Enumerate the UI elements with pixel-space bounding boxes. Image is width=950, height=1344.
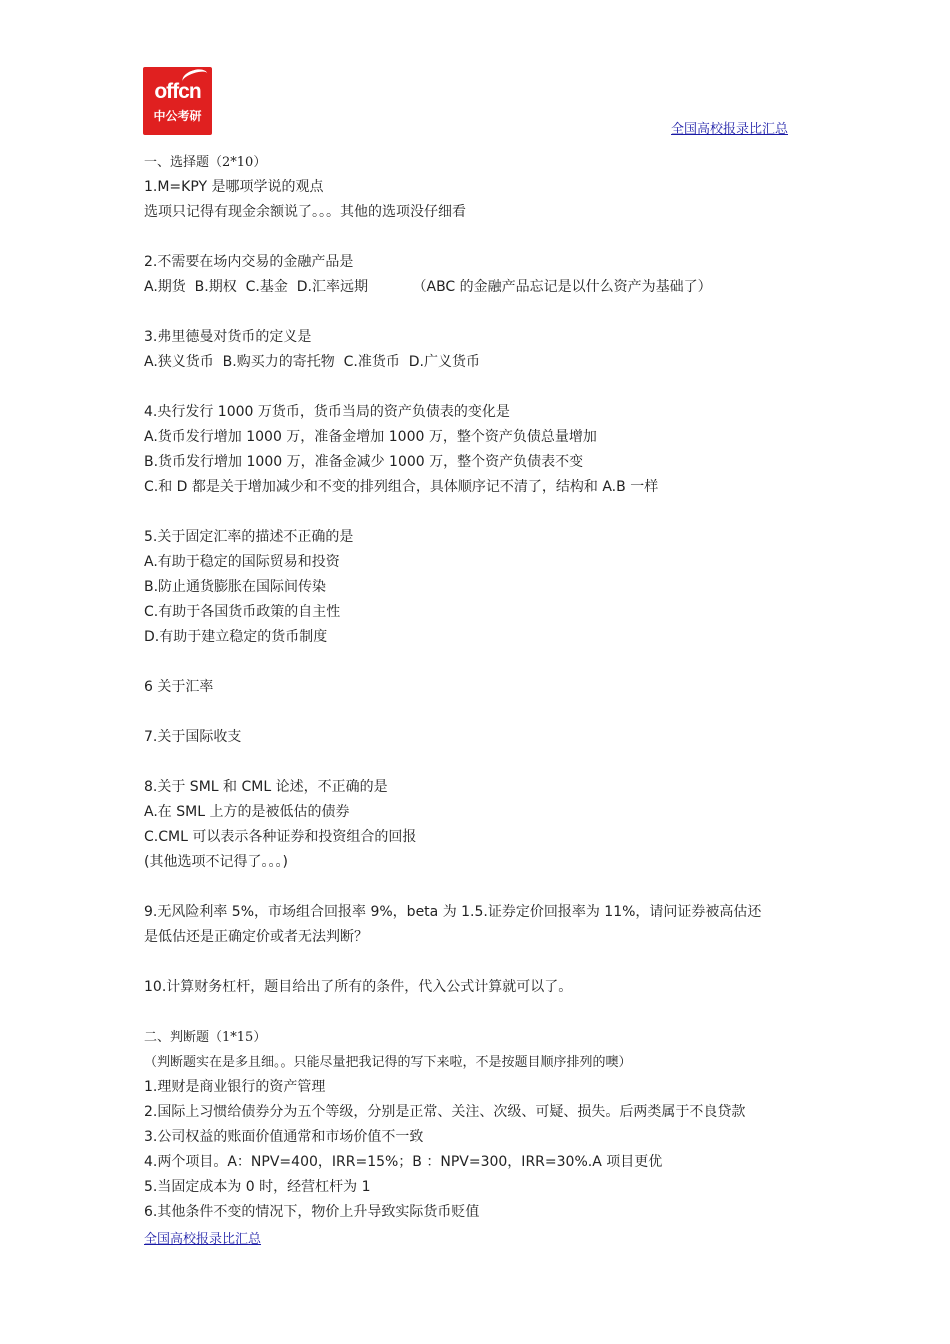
question-7-stem: 7.关于国际收支 bbox=[144, 729, 242, 745]
question-6-stem: 6 关于汇率 bbox=[144, 679, 214, 695]
question-5-option-c: C.有助于各国货币政策的自主性 bbox=[144, 604, 341, 620]
offcn-logo bbox=[143, 67, 212, 135]
section-note: （判断题实在是多且细。。只能尽量把我记得的写下来啦，不是按题目顺序排列的噢） bbox=[144, 1055, 632, 1070]
question-8-option-c: C.CML 可以表示各种证券和投资组合的回报 bbox=[144, 829, 417, 845]
question-5-option-d: D.有助于建立稳定的货币制度 bbox=[144, 629, 328, 645]
question-4-option-cd: C.和 D 都是关于增加减少和不变的排列组合，具体顺序记不清了，结构和 A.B 一样 bbox=[144, 479, 659, 495]
question-3-stem: 3.弗里德曼对货币的定义是 bbox=[144, 329, 312, 345]
logo-subtitle: 中公考研 bbox=[153, 109, 202, 123]
question-1-stem: 1.M=KPY 是哪项学说的观点 bbox=[144, 179, 324, 195]
question-8-stem: 8.关于 SML 和 CML 论述，不正确的是 bbox=[144, 779, 388, 795]
document-body bbox=[144, 150, 824, 1225]
question-3-options: A.狭义货币 B.购买力的寄托物 C.准货币 D.广义货币 bbox=[144, 354, 480, 370]
section-heading-judgement: 二、判断题（1*15） bbox=[144, 1030, 267, 1045]
question-4-option-a: A.货币发行增加 1000 万，准备金增加 1000 万，整个资产负债总量增加 bbox=[144, 429, 597, 445]
question-5-option-a: A.有助于稳定的国际贸易和投资 bbox=[144, 554, 340, 570]
judgement-item: 2.国际上习惯给债券分为五个等级，分别是正常、关注、次级、可疑、损失。后两类属于不良贷款 bbox=[144, 1104, 746, 1120]
question-8-note: (其他选项不记得了。。。) bbox=[144, 854, 288, 870]
question-2-stem: 2.不需要在场内交易的金融产品是 bbox=[144, 254, 354, 270]
judgement-item: 3.公司权益的账面价值通常和市场价值不一致 bbox=[144, 1129, 424, 1145]
section-heading-choice: 一、选择题（2*10） bbox=[144, 155, 267, 170]
judgement-item: 5.当固定成本为 0 时，经营杠杆为 1 bbox=[144, 1179, 371, 1195]
judgement-item: 4.两个项目。A：NPV=400，IRR=15%；B ：NPV=300，IRR=30%.A 项目更优 bbox=[144, 1154, 663, 1170]
question-9-stem-line1: 9.无风险利率 5%，市场组合回报率 9%，beta 为 1.5.证券定价回报率为 11%，请问证券被高估还 bbox=[144, 904, 762, 920]
question-4-option-b: B.货币发行增加 1000 万，准备金减少 1000 万，整个资产负债表不变 bbox=[144, 454, 584, 470]
question-2-options: A.期货 B.期权 C.基金 D.汇率远期 （ABC 的金融产品忘记是以什么资产为基础了） bbox=[144, 279, 712, 295]
admission-ratio-link-top[interactable]: 全国高校报录比汇总 bbox=[671, 122, 789, 137]
question-8-option-a: A.在 SML 上方的是被低估的债券 bbox=[144, 804, 350, 820]
question-4-stem: 4.央行发行 1000 万货币，货币当局的资产负债表的变化是 bbox=[144, 404, 510, 420]
admission-ratio-link-bottom[interactable]: 全国高校报录比汇总 bbox=[144, 1232, 262, 1247]
question-5-option-b: B.防止通货膨胀在国际间传染 bbox=[144, 579, 327, 595]
question-9-stem-line2: 是低估还是正确定价或者无法判断？ bbox=[144, 929, 368, 945]
judgement-item: 6.其他条件不变的情况下，物价上升导致实际货币贬值 bbox=[144, 1204, 480, 1220]
logo-brand: offcn bbox=[154, 80, 201, 103]
question-10-stem: 10.计算财务杠杆，题目给出了所有的条件，代入公式计算就可以了。 bbox=[144, 979, 573, 995]
question-5-stem: 5.关于固定汇率的描述不正确的是 bbox=[144, 529, 354, 545]
question-1-options: 选项只记得有现金余额说了。。。其他的选项没仔细看 bbox=[144, 204, 466, 220]
judgement-item: 1.理财是商业银行的资产管理 bbox=[144, 1079, 326, 1095]
